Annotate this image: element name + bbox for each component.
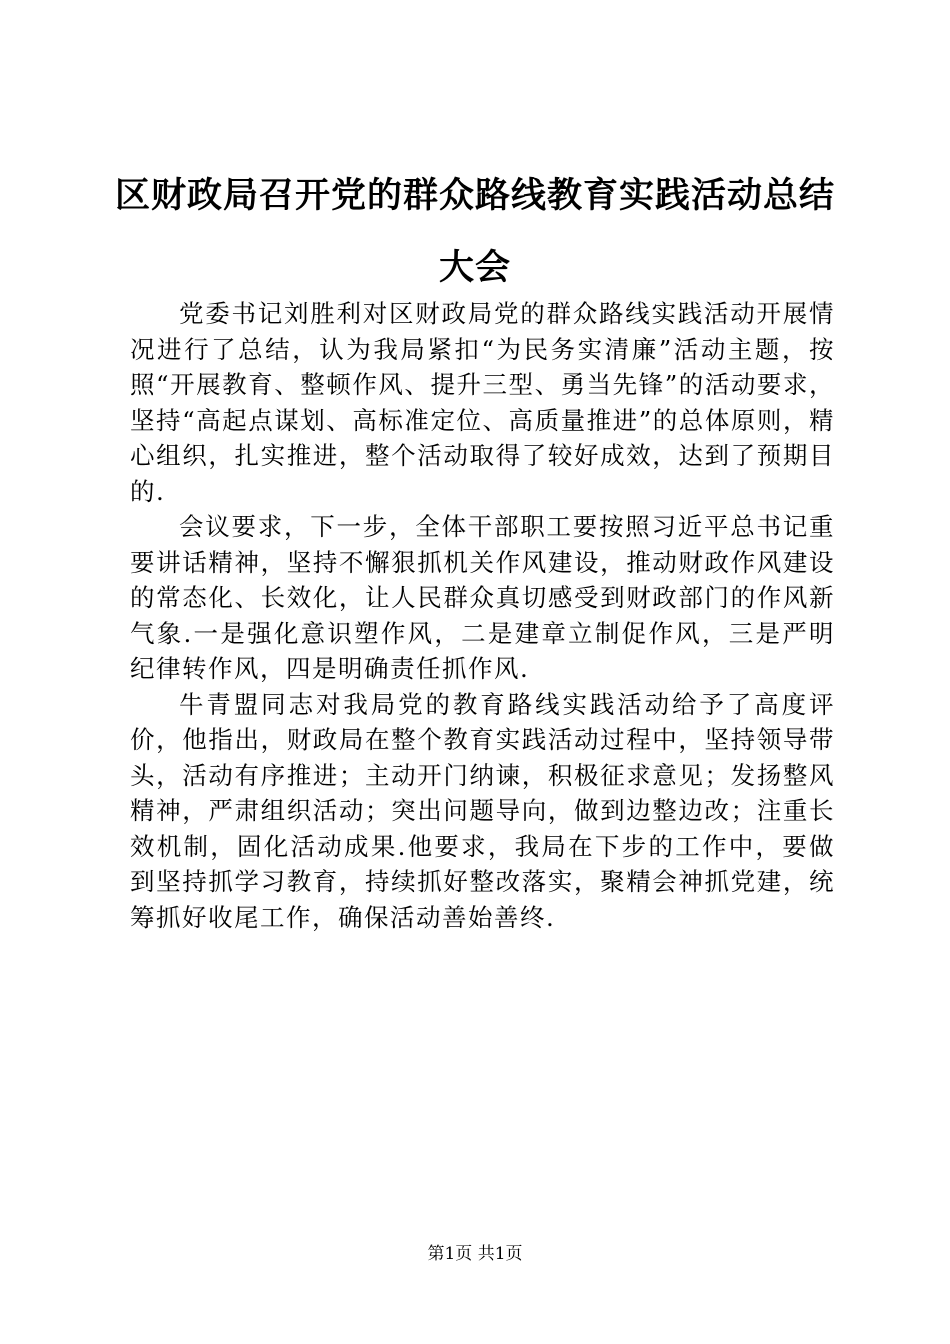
page-footer: 第1页 共1页 <box>427 1244 523 1264</box>
paragraph: 党委书记刘胜利对区财政局党的群众路线实践活动开展情况进行了总结，认为我局紧扣“为民务实清廉”活动主题，按照“开展教育、整顿作风、提升三型、勇当先锋”的活动要求，坚持“高起点谋划、高标准定位、高质量推进”的总体原则，精心组织，扎实推进，整个活动取得了较好成效，达到了预期目的. <box>130 299 835 506</box>
paragraph: 牛青盟同志对我局党的教育路线实践活动给予了高度评价，他指出，财政局在整个教育实践活动过程中，坚持领导带头，活动有序推进；主动开门纳谏，积极征求意见；发扬整风精神，严肃组织活动；突出问题导向，做到边整边改；注重长效机制，固化活动成果.他要求，我局在下步的工作中，要做到坚持抓学习教育，持续抓好整改落实，聚精会神抓党建，统筹抓好收尾工作，确保活动善始善终. <box>130 689 835 932</box>
page-title: 区财政局召开党的群众路线教育实践活动总结大会 <box>114 176 835 288</box>
document-body <box>130 296 835 935</box>
paragraph: 会议要求，下一步，全体干部职工要按照习近平总书记重要讲话精神，坚持不懈狠抓机关作风建设，推动财政作风建设的常态化、长效化，让人民群众真切感受到财政部门的作风新气象.一是强化意识塑作风，二是建章立制促作风，三是严明纪律转作风，四是明确责任抓作风. <box>130 512 835 683</box>
